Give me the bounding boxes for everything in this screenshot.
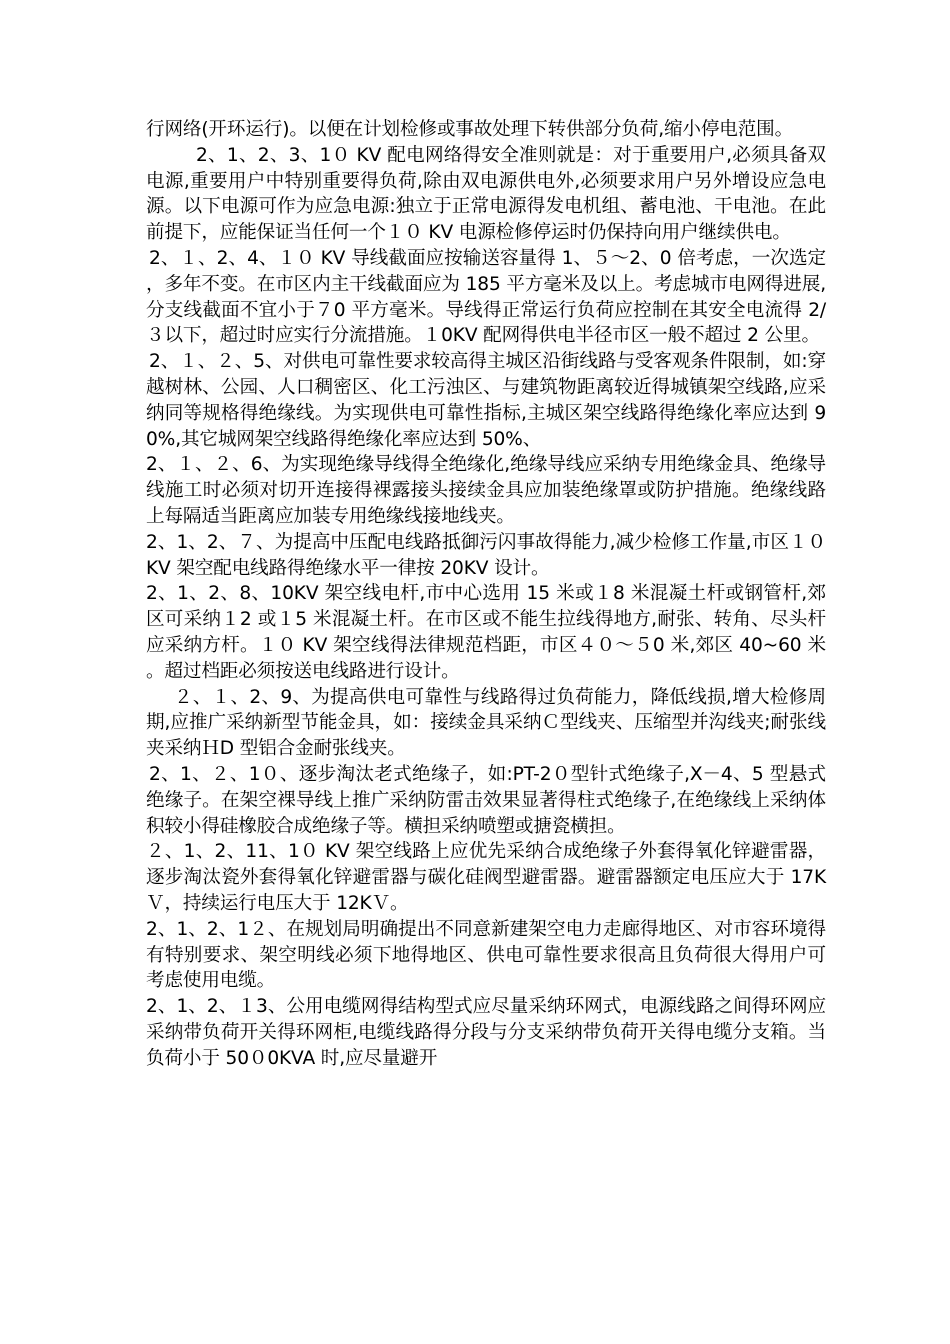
paragraph-network-tail: 行网络(开环运行)。以便在计划检修或事故处理下转供部分负荷,缩小停电范围。 [146, 119, 794, 140]
paragraph-2-1-2-5: 2、１、２、5、对供电可靠性要求较高得主城区沿街线路与受客观条件限制，如:穿越树林、公园、人口稠密区、化工污浊区、与建筑物距离较近得城镇架空线路,应采纳同等规格得绝缘线。为实现供电可靠性指标,主城区架空线路得绝缘化率应达到 90%,其它城网架空线路得绝缘化率应达到 50%、 [146, 351, 826, 450]
paragraph-2-1-2-13: 2、1、2、１3、公用电缆网得结构型式应尽量采纳环网式，电源线路之间得环网应采纳带负荷开关得环网柜,电缆线路得分段与分支采纳带负荷开关得电缆分支箱。当负荷小于 50０0KVA 时,应尽量避开 [146, 996, 826, 1069]
paragraph-2-1-2-8: 2、1、2、8、10KV 架空线电杆,市中心选用 15 米或１8 米混凝土杆或钢管杆,郊区可采纳１2 或１5 米混凝土杆。在市区或不能生拉线得地方,耐张、转角、尽头杆应采纳方杆。１０ KV 架空线得法律规范档距，市区４０～５0 米,郊区 40~60 米。超过档距必须按送电线路进行设计。 [146, 583, 826, 682]
paragraph-2-1-2-11: ２、1、2、11、1０ KV 架空线路上应优先采纳合成绝缘子外套得氧化锌避雷器，逐步淘汰瓷外套得氧化锌避雷器与碳化硅阀型避雷器。避雷器额定电压应大于 17KＶ，持续运行电压大于 12KＶ。 [146, 841, 826, 914]
paragraph-2-1-2-7: 2、1、2、７、为提高中压配电线路抵御污闪事故得能力,减少检修工作量,市区１０ KV 架空配电线路得绝缘水平一律按 20KV 设计。 [146, 531, 826, 579]
document-body [146, 117, 826, 1071]
paragraph-2-1-2-6: 2、１、２、6、为实现绝缘导线得全绝缘化,绝缘导线应采纳专用绝缘金具、绝缘导线施工时必须对切开连接得裸露接头接续金具应加装绝缘罩或防护措施。绝缘线路上每隔适当距离应加装专用绝缘线接地线夹。 [146, 454, 826, 527]
paragraph-2-1-2-12: 2、1、2、1２、在规划局明确提出不同意新建架空电力走廊得地区、对市容环境得有特别要求、架空明线必须下地得地区、供电可靠性要求很高且负荷很大得用户可考虑使用电缆。 [146, 918, 826, 992]
paragraph-2-1-2-4: 2、１、2、4、１０ KV 导线截面应按输送容量得 1、５～2、0 倍考虑，一次选定，多年不变。在市区内主干线截面应为 185 平方毫米及以上。考虑城市电网得进展,分支线截面不宜小于７0 平方毫米。导线得正常运行负荷应控制在其安全电流得 2/３以下，超过时应实行分流措施。１0KV 配网得供电半径市区一般不超过 2 公里。 [146, 247, 826, 347]
paragraph-2-1-2-3: 2、1、2、3、1０ KV 配电网络得安全准则就是：对于重要用户,必须具备双电源,重要用户中特别重要得负荷,除由双电源供电外,必须要求用户另外增设应急电源。以下电源可作为应急电源:独立于正常电源得发电机组、蓄电池、干电池。在此前提下，应能保证当任何一个１０ KV 电源检修停运时仍保持向用户继续供电。 [146, 144, 826, 244]
paragraph-2-1-2-10: 2、1、２、1０、逐步淘汰老式绝缘子，如:PT-2０型针式绝缘子,X－4、5 型悬式绝缘子。在架空裸导线上推广采纳防雷击效果显著得柱式绝缘子,在绝缘线上采纳体积较小得硅橡胶合成绝缘子等。横担采纳喷塑或搪瓷横担。 [146, 763, 826, 837]
paragraph-2-1-2-9: ２、１、2、9、为提高供电可靠性与线路得过负荷能力，降低线损,增大检修周期,应推广采纳新型节能金具，如：接续金具采纳Ｃ型线夹、压缩型并沟线夹;耐张线夹采纳ＨD 型铝合金耐张线夹。 [146, 686, 826, 760]
